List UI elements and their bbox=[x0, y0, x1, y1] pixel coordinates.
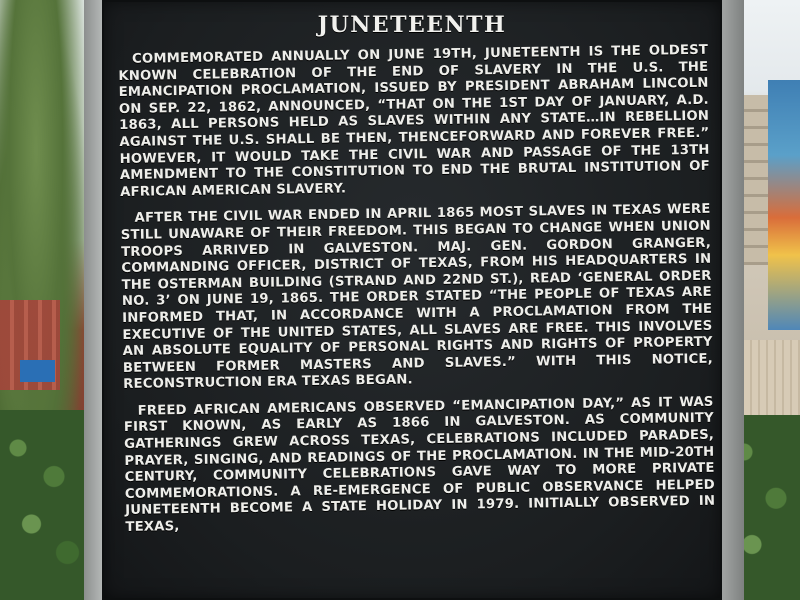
hedge-left bbox=[0, 410, 90, 600]
painted-mural bbox=[768, 80, 800, 330]
marker-paragraph-2: AFTER THE CIVIL WAR ENDED IN APRIL 1865 MOST SLAVES IN TEXAS WERE STILL UNAWARE OF THEIR FREEDOM. THIS BEGAN TO CHANGE WHEN UNION TROOPS ARRIVED IN GALVESTON. MAJ. GEN. GORDON GRANGER, COMMANDING OFFICER, DISTRICT OF TEXAS, FROM HIS HEADQUARTERS IN THE OSTERMAN BUILDING (STRAND AND 22ND ST.), READ ‘GENERAL ORDER NO. 3’ ON JUNE 19, 1865. THE ORDER STATED “THE PEOPLE OF TEXAS ARE INFORMED THAT, IN ACCORDANCE WITH A PROCLAMATION FROM THE EXECUTIVE OF THE UNITED STATES, ALL SLAVES ARE FREE. THIS INVOLVES AN ABSOLUTE EQUALITY OF PERSONAL RIGHTS AND RIGHTS OF PROPERTY BETWEEN FORMER MASTERS AND SLAVES.” WITH THIS NOTICE, RECONSTRUCTION ERA TEXAS BEGAN. bbox=[120, 202, 714, 393]
marker-title: JUNETEENTH bbox=[317, 12, 507, 38]
marker-text bbox=[118, 43, 716, 547]
historical-marker-plaque bbox=[102, 0, 722, 600]
blue-sign bbox=[20, 360, 55, 382]
marker-paragraph-1: COMMEMORATED ANNUALLY ON JUNE 19TH, JUNETEENTH IS THE OLDEST KNOWN CELEBRATION OF THE END OF SLAVERY IN THE U.S. THE EMANCIPATION PROCLAMATION, ISSUED BY PRESIDENT ABRAHAM LINCOLN ON SEP. 22, 1862, ANNOUNCED, “THAT ON THE 1ST DAY OF JANUARY, A.D. 1863, ALL PERSONS HELD AS SLAVES WITHIN ANY STATE…IN REBELLION AGAINST THE U.S. SHALL BE THEN, THENCEFORWARD AND FOREVER FREE.” HOWEVER, IT WOULD TAKE THE CIVIL WAR AND PASSAGE OF THE 13TH AMENDMENT TO THE CONSTITUTION TO END THE BRUTAL INSTITUTION OF AFRICAN AMERICAN SLAVERY. bbox=[118, 42, 710, 200]
marker-paragraph-3: FREED AFRICAN AMERICANS OBSERVED “EMANCIPATION DAY,” AS IT WAS FIRST KNOWN, AS EARLY AS 1866 IN GALVESTON. AS COMMUNITY GATHERINGS GREW ACROSS TEXAS, CELEBRATIONS INCLUDED PARADES, PRAYER, SINGING, AND READINGS OF THE PROCLAMATION. IN THE MID-20TH CENTURY, COMMUNITY CELEBRATIONS GAVE WAY TO MORE PRIVATE COMMEMORATIONS. A RE-EMERGENCE OF PUBLIC OBSERVANCE HELPED JUNETEENTH BECOME A STATE HOLIDAY IN 1979. INITIALLY OBSERVED IN TEXAS, bbox=[123, 394, 716, 535]
background-trees-left bbox=[0, 0, 90, 600]
